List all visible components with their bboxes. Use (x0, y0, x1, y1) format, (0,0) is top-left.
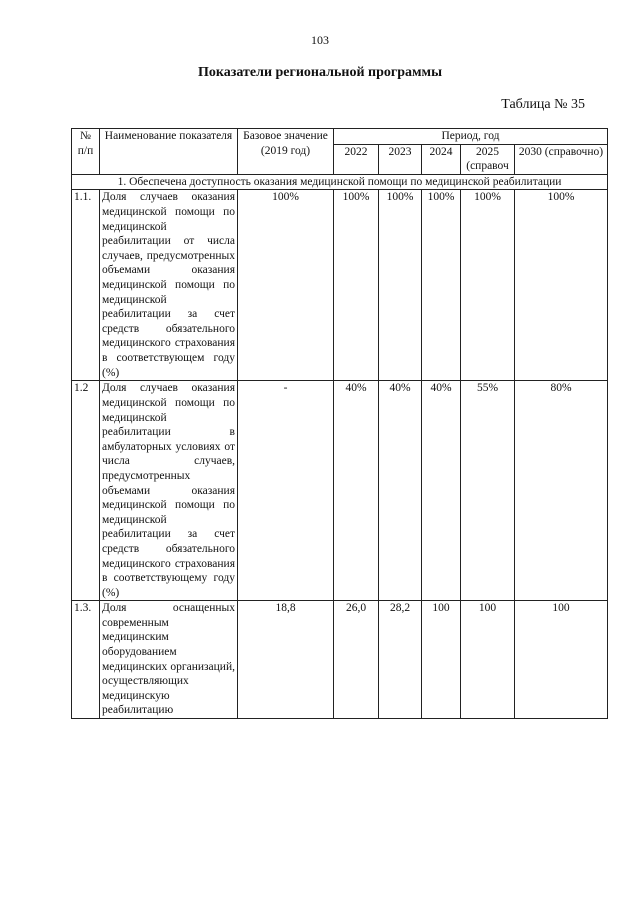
row-value: 40% (379, 381, 422, 601)
row-value: 55% (461, 381, 515, 601)
table-row (72, 381, 608, 601)
row-name: Доля случаев оказания медицинской помощи по медицинской реабилитации в амбулаторных условиях от числа случаев, предусмотренных объемами оказания медицинской помощи по медицинской реабилитации за счет средств обязательного медицинского страхования в соответствующему году (%) (100, 381, 238, 601)
row-value: 100% (334, 190, 379, 381)
row-num: 1.2 (72, 381, 100, 601)
row-value: 100% (422, 190, 461, 381)
row-base: 18,8 (238, 601, 334, 719)
table-caption: Таблица № 35 (501, 97, 585, 112)
row-value: 100% (515, 190, 608, 381)
row-value: 40% (334, 381, 379, 601)
header-row (72, 129, 608, 145)
row-value: 100 (515, 601, 608, 719)
page-number: 103 (311, 33, 329, 47)
header-year: 2025 (справоч (461, 144, 515, 174)
header-year: 2022 (334, 144, 379, 174)
header-base: Базовое значение (2019 год) (238, 129, 334, 175)
row-num: 1.3. (72, 601, 100, 719)
header-year: 2023 (379, 144, 422, 174)
header-num: № п/п (72, 129, 100, 175)
row-value: 40% (422, 381, 461, 601)
row-base: 100% (238, 190, 334, 381)
header-period: Период, год (334, 129, 608, 145)
row-value: 100% (379, 190, 422, 381)
header-year: 2024 (422, 144, 461, 174)
row-value: 28,2 (379, 601, 422, 719)
row-value: 26,0 (334, 601, 379, 719)
row-name: Доля случаев оказания медицинской помощи по медицинской реабилитации от числа случаев, предусмотренных объемами оказания медицинской помощи по медицинской реабилитации за счет средств обязательного медицинского страхования в соответствующем году (%) (100, 190, 238, 381)
table-row (72, 190, 608, 381)
row-value: 100% (461, 190, 515, 381)
section-title: 1. Обеспечена доступность оказания медицинской помощи по медицинской реабилитации (72, 174, 608, 190)
indicators-table (71, 128, 608, 719)
row-base: - (238, 381, 334, 601)
row-num: 1.1. (72, 190, 100, 381)
table-row (72, 601, 608, 719)
row-value: 80% (515, 381, 608, 601)
row-value: 100 (461, 601, 515, 719)
row-value: 100 (422, 601, 461, 719)
row-name: Доля оснащенных современным медицинским оборудованием медицинских организаций, осуществляющих медицинскую реабилитацию (100, 601, 238, 719)
document-title: Показатели региональной программы (197, 65, 443, 80)
header-year: 2030 (справочно) (515, 144, 608, 174)
header-name: Наименование показателя (100, 129, 238, 175)
section-row (72, 174, 608, 190)
